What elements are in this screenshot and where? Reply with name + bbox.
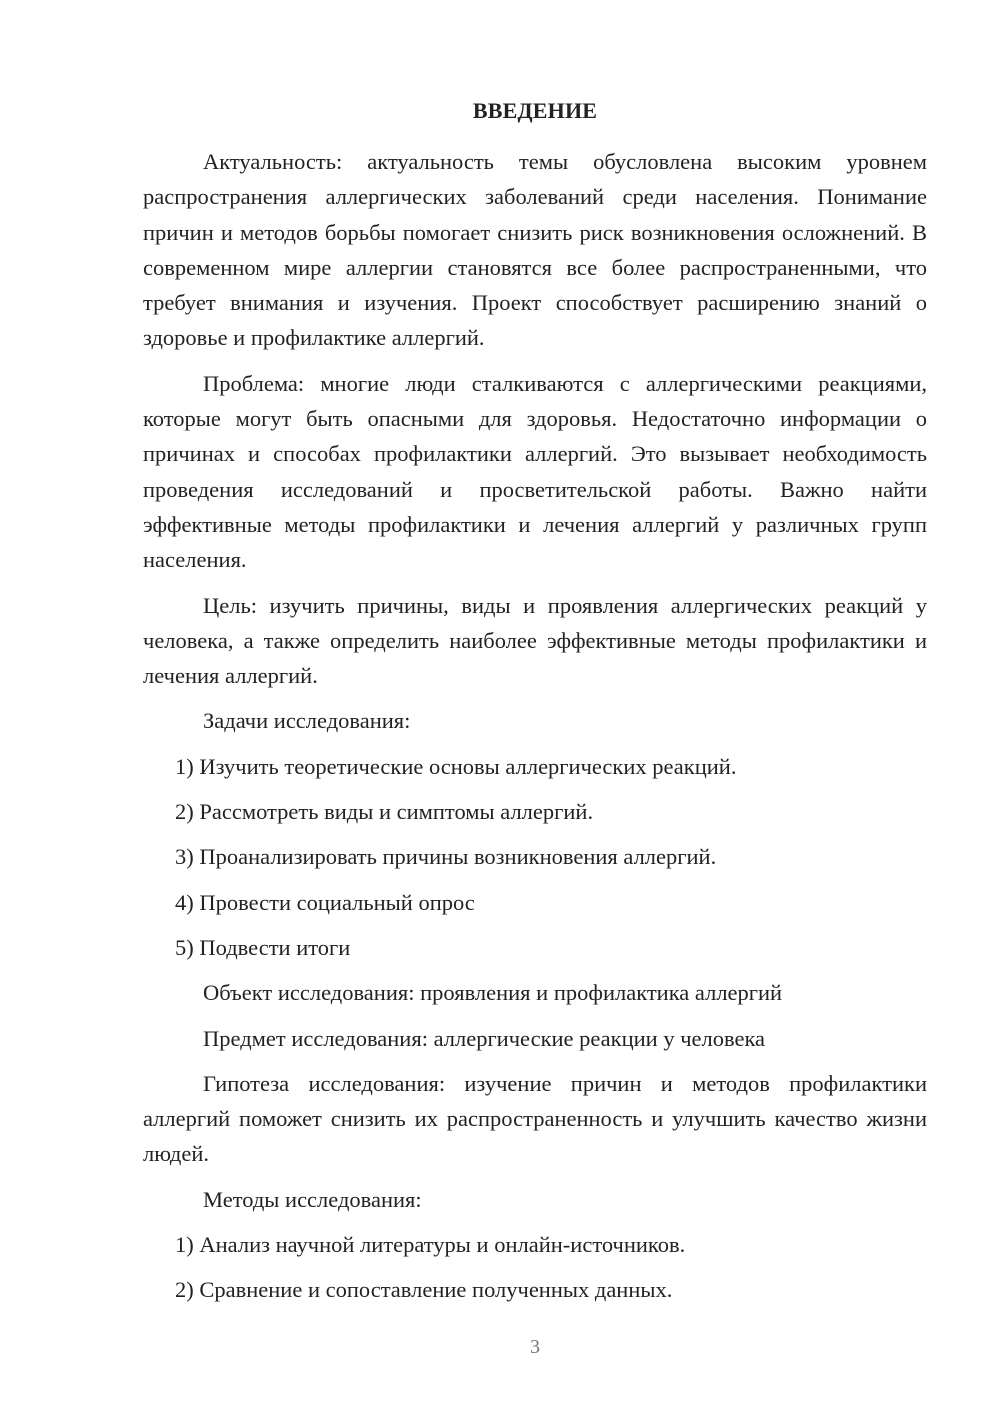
relevance-paragraph: Актуальность: актуальность темы обусловлена высоким уровнем распространения аллергических заболеваний среди населения. Понимание причин и методов борьбы помогает снизить риск возникновения осложнений. В современном мире аллергии становятся все более распространенными, что требует внимания и изучения. Проект способствует расширению знаний о здоровье и профилактике аллергий. [143,149,927,351]
section-title: ВВЕДЕНИЕ [472,98,598,123]
list-item: 2) Сравнение и сопоставление полученных данных. [175,1277,673,1303]
tasks-heading: Задачи исследования: [203,708,411,734]
problem-paragraph: Проблема: многие люди сталкиваются с аллергическими реакциями, которые могут быть опасными для здоровья. Недостаточно информации о причинах и способах профилактики аллергий. Это вызывает необходимость проведения исследований и просветительской работы. Важно найти эффективные методы профилактики и лечения аллергий у различных групп населения. [143,370,927,573]
tasks-list [143,749,927,965]
list-item: 1) Анализ научной литературы и онлайн-источников. [175,1232,686,1258]
research-object-line: Объект исследования: проявления и профилактика аллергий [203,980,783,1006]
list-item: 3) Проанализировать причины возникновения аллергий. [175,844,717,870]
hypothesis-paragraph: Гипотеза исследования: изучение причин и методов профилактики аллергий поможет снизить их распространенность и улучшить качество жизни людей. [143,1070,927,1167]
methods-heading: Методы исследования: [203,1186,422,1212]
document-body [143,144,927,1318]
methods-list [143,1227,927,1308]
page-number: 3 [530,1336,540,1358]
list-item: 1) Изучить теоретические основы аллергических реакций. [175,753,737,779]
list-item: 4) Провести социальный опрос [175,889,475,915]
goal-paragraph: Цель: изучить причины, виды и проявления аллергических реакций у человека, а также определить наиболее эффективные методы профилактики и лечения аллергий. [143,592,927,689]
list-item: 2) Рассмотреть виды и симптомы аллергий. [175,799,594,825]
list-item: 5) Подвести итоги [175,934,351,960]
research-subject-line: Предмет исследования: аллергические реакции у человека [203,1025,766,1051]
